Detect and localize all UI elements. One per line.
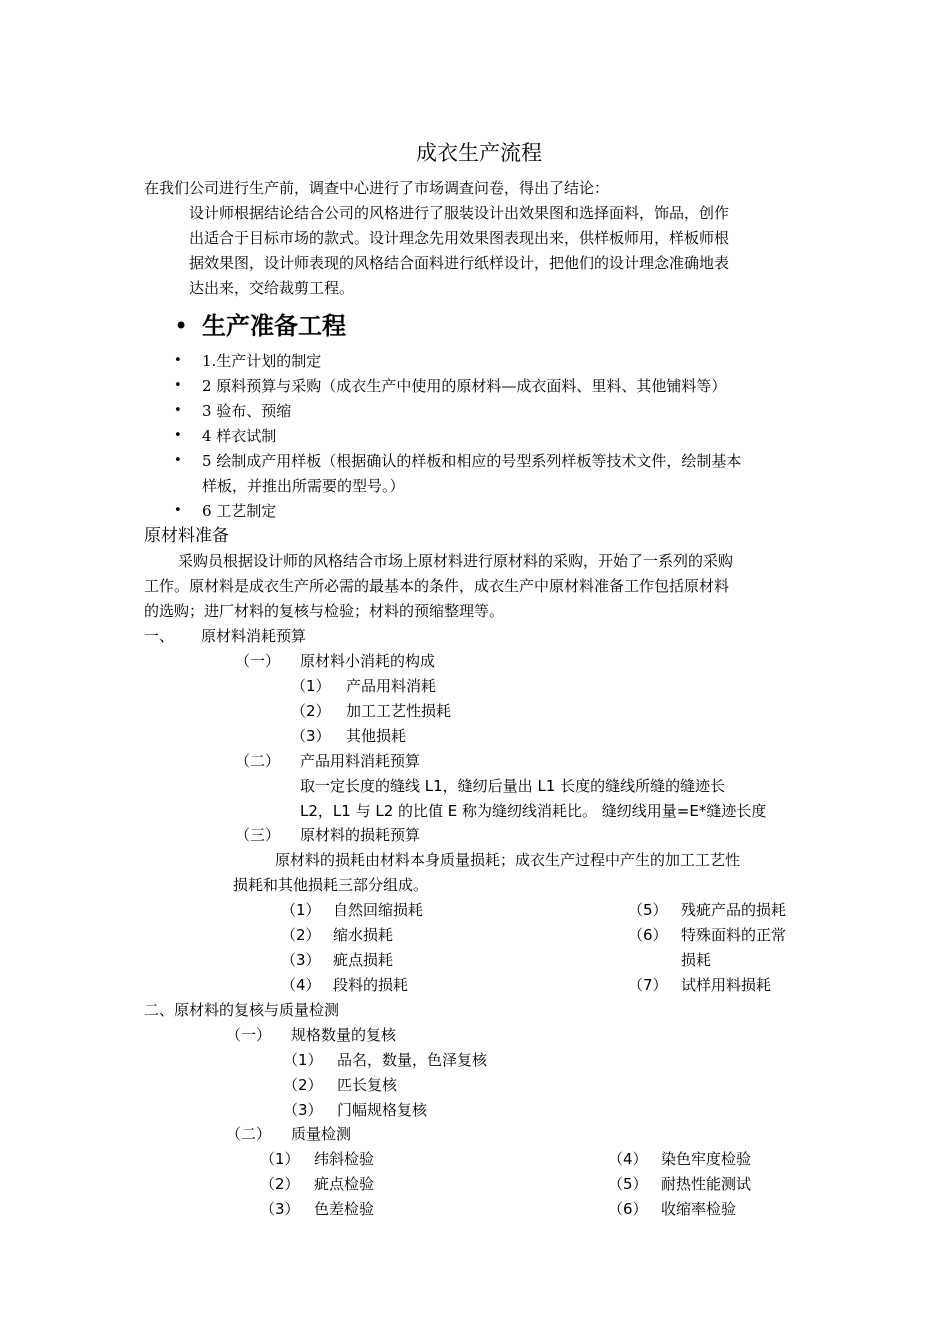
- outline-heading: 原材料小消耗的构成: [300, 652, 436, 670]
- item-number: （7）: [628, 976, 668, 994]
- item-label: 自然回缩损耗: [333, 901, 424, 919]
- outline-heading: 规格数量的复核: [291, 1026, 397, 1044]
- item-number: （6）: [628, 926, 668, 944]
- item-number: （1）: [283, 1051, 323, 1069]
- item-label: 门幅规格复核: [337, 1101, 428, 1119]
- outline-heading: 二、原材料的复核与质量检测: [144, 1001, 340, 1019]
- item-number: （2）: [260, 1175, 300, 1193]
- list-item: 2 原料预算与采购（成衣生产中使用的原材料—成衣面料、里料、其他铺料等）: [202, 377, 727, 395]
- item-number: （6）: [608, 1200, 648, 1218]
- item-label: 产品用料消耗: [346, 677, 437, 695]
- item-label: 缩水损耗: [333, 926, 394, 944]
- material-paragraph-line: 采购员根据设计师的风格结合市场上原材料进行原材料的采购，开始了一系列的采购: [178, 552, 734, 570]
- outline-number: （一）: [226, 1026, 272, 1044]
- list-item: 3 验布、预缩: [202, 402, 292, 420]
- list-bullet: •: [174, 428, 182, 443]
- item-number: （5）: [608, 1175, 648, 1193]
- list-item-continuation: 样板，并推出所需要的型号。）: [202, 477, 405, 495]
- item-label: 残疵产品的损耗: [681, 901, 787, 919]
- item-label: 加工工艺性损耗: [346, 702, 452, 720]
- outline-number: （三）: [235, 826, 281, 844]
- item-number: （3）: [283, 1101, 323, 1119]
- item-number: （2）: [291, 702, 331, 720]
- list-item: 1.生产计划的制定: [202, 352, 322, 370]
- item-label: 染色牢度检验: [661, 1150, 752, 1168]
- item-label: 品名，数量，色泽复核: [337, 1051, 488, 1069]
- item-label: 其他损耗: [346, 727, 407, 745]
- item-label: 试样用料损耗: [681, 976, 772, 994]
- intro-line: 在我们公司进行生产前，调查中心进行了市场调查问卷，得出了结论：: [144, 179, 610, 197]
- outline-heading: 原材料消耗预算: [201, 627, 307, 645]
- item-number: （2）: [283, 1076, 323, 1094]
- item-label: 疵点检验: [314, 1175, 375, 1193]
- item-label: 段料的损耗: [333, 976, 409, 994]
- item-label: 耐热性能测试: [661, 1175, 752, 1193]
- item-number: （1）: [291, 677, 331, 695]
- intro-paragraph-line: 据效果图，设计师表现的风格结合面料进行纸样设计，把他们的设计理念准确地表: [189, 254, 730, 272]
- material-paragraph-line: 的选购；进厂材料的复核与检验；材料的预缩整理等。: [144, 602, 505, 620]
- item-label: 匹长复核: [337, 1076, 398, 1094]
- outline-number: （二）: [226, 1125, 272, 1143]
- item-label-continuation: 损耗: [681, 951, 712, 969]
- material-paragraph-line: 工作。原材料是成衣生产所必需的最基本的条件，成衣生产中原材料准备工作包括原材料: [144, 577, 730, 595]
- item-number: （2）: [281, 926, 321, 944]
- outline-heading: 质量检测: [291, 1125, 352, 1143]
- item-number: （4）: [608, 1150, 648, 1168]
- list-bullet: •: [174, 503, 182, 518]
- item-label: 纬斜检验: [314, 1150, 375, 1168]
- item-number: （5）: [628, 901, 668, 919]
- body-text-line: L2，L1 与 L2 的比值 E 称为缝纫线消耗比。 缝纫线用量=E*缝迹长度: [300, 802, 767, 820]
- list-bullet: •: [174, 353, 182, 368]
- item-label: 色差检验: [314, 1200, 375, 1218]
- intro-paragraph-line: 达出来，交给裁剪工程。: [189, 279, 355, 297]
- list-bullet: •: [174, 453, 182, 468]
- document-title: 成衣生产流程: [416, 141, 542, 165]
- list-bullet: •: [174, 403, 182, 418]
- intro-paragraph-line: 设计师根据结论结合公司的风格进行了服装设计出效果图和选择面料，饰品，创作: [189, 204, 730, 222]
- body-text-line: 损耗和其他损耗三部分组成。: [233, 876, 429, 894]
- item-number: （3）: [281, 951, 321, 969]
- outline-number: （二）: [235, 752, 281, 770]
- item-label: 收缩率检验: [661, 1200, 737, 1218]
- intro-paragraph-line: 出适合于目标市场的款式。设计理念先用效果图表现出来，供样板师用，样板师根: [189, 229, 730, 247]
- item-label: 疵点损耗: [333, 951, 394, 969]
- list-item: 4 样衣试制: [202, 427, 277, 445]
- outline-number: 一、: [144, 627, 175, 645]
- item-number: （4）: [281, 976, 321, 994]
- outline-heading: 原材料的损耗预算: [300, 826, 421, 844]
- section-bullet: •: [174, 312, 189, 340]
- body-text-line: 取一定长度的缝线 L1，缝纫后量出 L1 长度的缝线所缝的缝迹长: [300, 777, 726, 795]
- outline-heading: 产品用料消耗预算: [300, 752, 421, 770]
- item-label: 特殊面料的正常: [681, 926, 787, 944]
- list-item: 5 绘制成产用样板（根据确认的样板和相应的号型系列样板等技术文件，绘制基本: [202, 452, 742, 470]
- list-item: 6 工艺制定: [202, 502, 277, 520]
- item-number: （1）: [260, 1150, 300, 1168]
- subsection-heading: 原材料准备: [144, 526, 229, 546]
- section-heading: 生产准备工程: [202, 312, 346, 340]
- item-number: （3）: [260, 1200, 300, 1218]
- outline-number: （一）: [235, 652, 281, 670]
- item-number: （1）: [281, 901, 321, 919]
- body-text-line: 原材料的损耗由材料本身质量损耗；成衣生产过程中产生的加工工艺性: [275, 851, 741, 869]
- item-number: （3）: [291, 727, 331, 745]
- list-bullet: •: [174, 378, 182, 393]
